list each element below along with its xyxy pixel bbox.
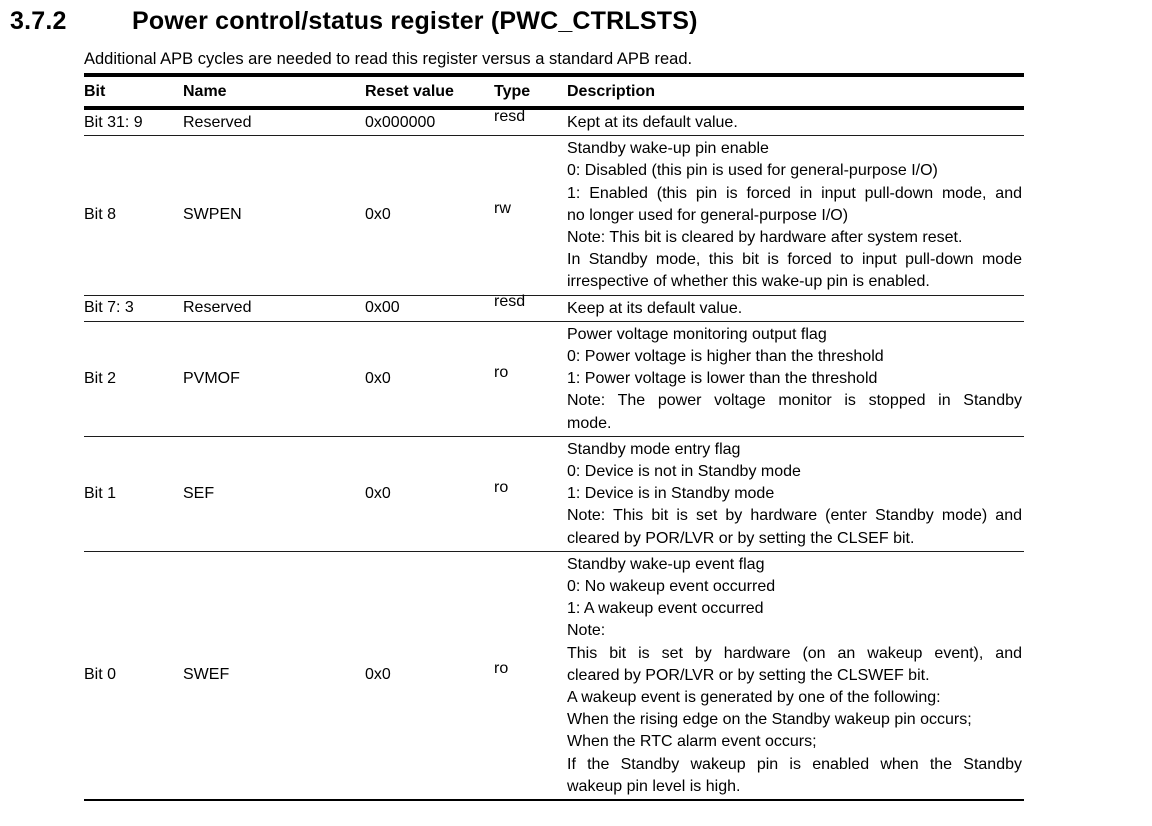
description-line: In Standby mode, this bit is forced to input pull-down mode — [567, 251, 1022, 269]
table-row — [84, 293, 1024, 322]
column-header-type: Type — [494, 82, 531, 100]
reset-value-cell-value: 0x0 — [365, 666, 391, 684]
column-header-description: Description — [567, 82, 656, 100]
column-header-bit: Bit — [84, 82, 106, 100]
bit-cell-value: Bit 2 — [84, 369, 117, 387]
description-line: When the rising edge on the Standby wakeup pin occurs; — [567, 711, 972, 729]
bit-cell — [84, 437, 175, 551]
name-cell-value: Reserved — [183, 113, 252, 131]
description-line: Standby wake-up pin enable — [567, 140, 769, 158]
reset-value-cell — [357, 322, 479, 436]
description-line: 0: Power voltage is higher than the threshold — [567, 348, 884, 366]
description-line: mode. — [567, 414, 612, 432]
name-cell — [175, 322, 357, 436]
type-cell-value: ro — [494, 363, 509, 381]
reset-value-cell — [357, 552, 479, 799]
name-cell — [175, 552, 357, 799]
bit-cell — [84, 296, 175, 321]
table-row — [84, 107, 1024, 136]
reset-value-cell-value: 0x0 — [365, 484, 391, 502]
name-cell-value: Reserved — [183, 299, 252, 317]
table-row — [84, 437, 1024, 552]
description-cell — [558, 322, 1024, 436]
description-line: wakeup pin level is high. — [567, 777, 741, 795]
table-row — [84, 552, 1024, 801]
bit-cell-value: Bit 31: 9 — [84, 113, 143, 131]
name-cell — [175, 136, 357, 294]
description-cell — [558, 110, 1024, 135]
type-cell-value: ro — [494, 660, 509, 678]
description-line: 0: Disabled (this pin is used for general-purpose I/O) — [567, 162, 938, 180]
type-cell — [479, 293, 558, 321]
type-cell-value: resd — [494, 107, 526, 125]
type-cell-value: ro — [494, 478, 509, 496]
reset-value-cell — [357, 110, 479, 135]
description-line: If the Standby wakeup pin is enabled when the Standby — [567, 755, 1022, 773]
description-line: cleared by POR/LVR or by setting the CLSWEF bit. — [567, 666, 930, 684]
type-cell-value: rw — [494, 200, 511, 218]
section-number: 3.7.2 — [10, 7, 67, 35]
name-cell-value: PVMOF — [183, 369, 240, 387]
description-cell — [558, 296, 1024, 321]
name-cell — [175, 437, 357, 551]
bit-cell-value: Bit 7: 3 — [84, 299, 134, 317]
description-line: Note: This bit is set by hardware (enter Standby mode) and — [567, 507, 1022, 525]
description-line: no longer used for general-purpose I/O) — [567, 206, 849, 224]
description-line: Standby mode entry flag — [567, 440, 741, 458]
description-line: 1: Device is in Standby mode — [567, 485, 775, 503]
reset-value-cell-value: 0x000000 — [365, 113, 436, 131]
intro-paragraph: Additional APB cycles are needed to read this register versus a standard APB read. — [84, 50, 693, 68]
description-line: Note: The power voltage monitor is stopped in Standby — [567, 392, 1022, 410]
type-cell — [479, 552, 558, 799]
description-line: This bit is set by hardware (on an wakeup event), and — [567, 644, 1022, 662]
bit-cell — [84, 110, 175, 135]
bit-cell — [84, 552, 175, 799]
table-header-row — [84, 77, 1024, 110]
bit-cell-value: Bit 1 — [84, 484, 117, 502]
description-line: 0: Device is not in Standby mode — [567, 463, 801, 481]
section-heading — [10, 6, 1152, 36]
reset-value-cell — [357, 136, 479, 294]
description-line: 1: Enabled (this pin is forced in input pull-down mode, and — [567, 184, 1022, 202]
name-cell-value: SEF — [183, 484, 215, 502]
bit-cell-value: Bit 0 — [84, 666, 117, 684]
reset-value-cell-value: 0x00 — [365, 299, 400, 317]
description-line: Kept at its default value. — [567, 114, 738, 131]
type-cell-value: resd — [494, 293, 526, 311]
name-cell-value: SWPEN — [183, 206, 242, 224]
description-line: 1: A wakeup event occurred — [567, 600, 764, 618]
type-cell — [479, 136, 558, 294]
description-line: cleared by POR/LVR or by setting the CLSEF bit. — [567, 529, 915, 547]
column-header-name: Name — [183, 82, 227, 100]
column-header-reset-value: Reset value — [365, 82, 454, 100]
description-line: Keep at its default value. — [567, 299, 743, 317]
type-cell — [479, 437, 558, 551]
description-line: Standby wake-up event flag — [567, 555, 765, 573]
description-line: Power voltage monitoring output flag — [567, 325, 827, 343]
description-cell — [558, 552, 1024, 799]
description-line: When the RTC alarm event occurs; — [567, 733, 817, 751]
reset-value-cell-value: 0x0 — [365, 206, 391, 224]
type-cell — [479, 322, 558, 436]
section-title: Power control/status register (PWC_CTRLSTS) — [132, 7, 698, 35]
description-cell — [558, 136, 1024, 294]
bit-cell-value: Bit 8 — [84, 206, 117, 224]
name-cell-value: SWEF — [183, 666, 230, 684]
description-line: 1: Power voltage is lower than the threshold — [567, 370, 878, 388]
reset-value-cell — [357, 296, 479, 321]
reset-value-cell-value: 0x0 — [365, 369, 391, 387]
name-cell — [175, 296, 357, 321]
register-table — [84, 73, 1024, 801]
description-line: A wakeup event is generated by one of the following: — [567, 689, 941, 707]
description-line: Note: — [567, 622, 606, 640]
description-line: Note: This bit is cleared by hardware after system reset. — [567, 229, 963, 247]
table-row — [84, 322, 1024, 437]
description-line: irrespective of whether this wake-up pin is enabled. — [567, 273, 930, 291]
name-cell — [175, 110, 357, 135]
type-cell — [479, 107, 558, 135]
document-page — [0, 6, 1152, 801]
reset-value-cell — [357, 437, 479, 551]
table-body — [84, 107, 1024, 801]
bit-cell — [84, 136, 175, 294]
bit-cell — [84, 322, 175, 436]
table-row — [84, 136, 1024, 295]
description-cell — [558, 437, 1024, 551]
description-line: 0: No wakeup event occurred — [567, 578, 776, 596]
